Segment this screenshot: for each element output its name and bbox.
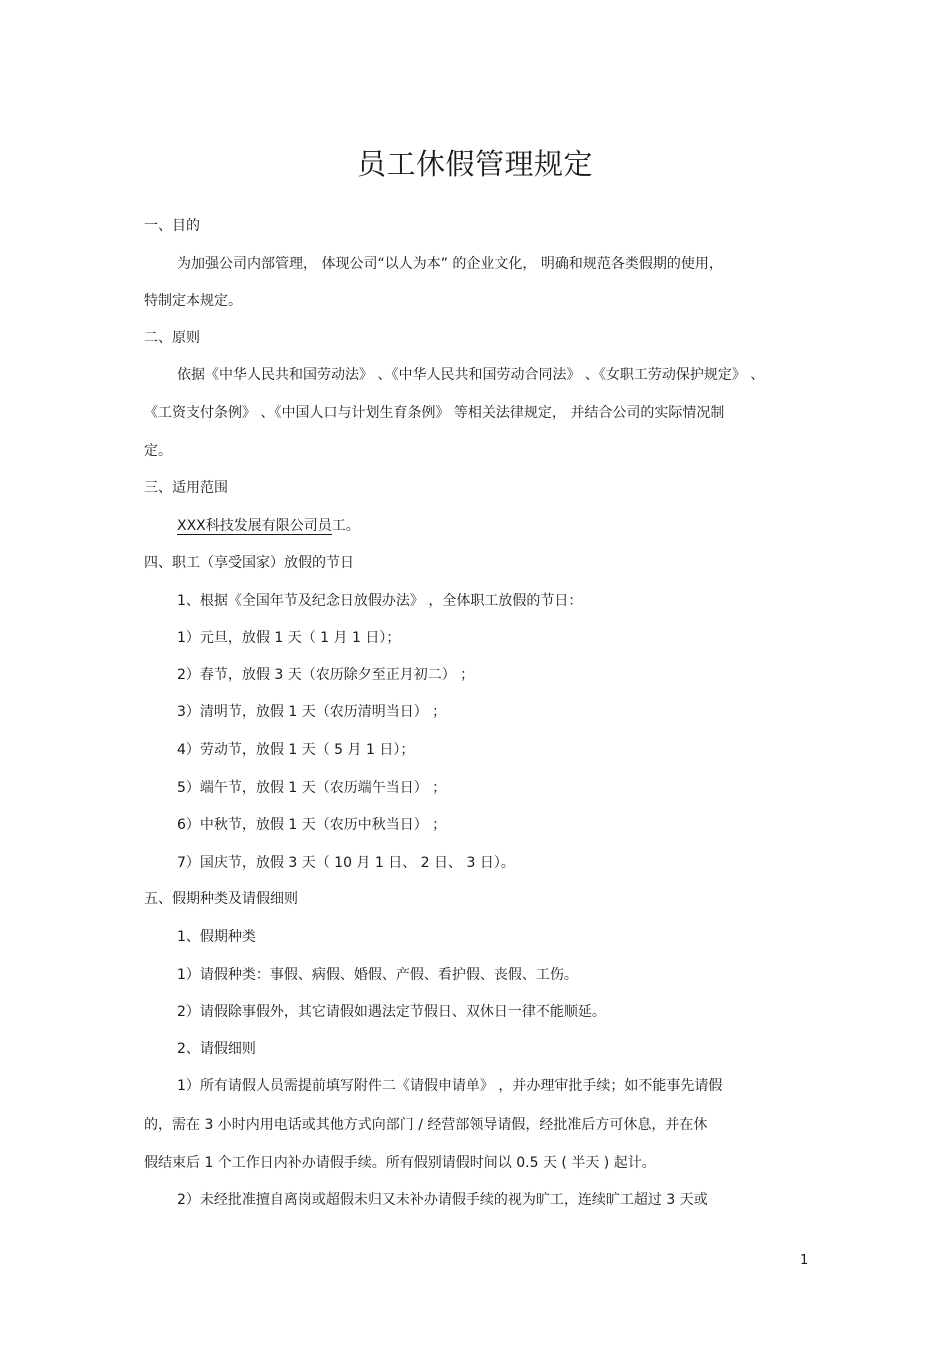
holiday-item: 4）劳动节，放假 1 天（ 5 月 1 日）； (177, 742, 415, 758)
holiday-item: 2）春节，放假 3 天（农历除夕至正月初二） ； (177, 667, 475, 683)
scope-suffix: 工。 (331, 518, 360, 534)
rule-1-line-2: 的，需在 3 小时内用电话或其他方式向部门 / 经营部领导请假，经批准后方可休息，并在休 (144, 1117, 708, 1133)
rule-2-line-1: 2）未经批准擅自离岗或超假未归又未补办请假手续的视为旷工，连续旷工超过 3 天或 (177, 1192, 708, 1208)
holiday-item: 6）中秋节，放假 1 天（农历中秋当日） ； (177, 817, 447, 833)
company-name: XXX科技发展有限公司员 (177, 518, 332, 534)
section-3-heading: 三、适用范围 (144, 480, 228, 496)
holiday-item: 1）元旦，放假 1 天（ 1 月 1 日）； (177, 630, 401, 646)
holiday-item: 5）端午节，放假 1 天（农历端午当日） ； (177, 780, 447, 796)
section-2-heading: 二、原则 (144, 330, 200, 346)
section-1-paragraph-line-2: 特制定本规定。 (144, 293, 242, 309)
rule-1-line-1: 1）所有请假人员需提前填写附件二《请假申请单》 ，并办理审批手续；如不能事先请假 (177, 1078, 723, 1094)
section-2-line-2: 《工资支付条例》 、《中国人口与计划生育条例》 等相关法律规定， 并结合公司的实际情况制 (144, 405, 725, 421)
section-3-scope (177, 517, 360, 535)
section-4-heading: 四、职工（享受国家）放假的节日 (144, 555, 354, 571)
section-4-intro: 1、根据《全国年节及纪念日放假办法》 ，全体职工放假的节日： (177, 593, 583, 609)
section-2-line-3: 定。 (144, 443, 172, 459)
section-5-sub-1: 1、假期种类 (177, 929, 256, 945)
section-2-line-1: 依据《中华人民共和国劳动法》 、《中华人民共和国劳动合同法》 、《女职工劳动保护规定》 、 (177, 367, 765, 383)
section-5-sub-2: 2、请假细则 (177, 1041, 256, 1057)
page-number: 1 (800, 1253, 809, 1268)
page-title: 员工休假管理规定 (356, 147, 593, 181)
section-5-heading: 五、假期种类及请假细则 (144, 891, 298, 907)
leave-types-item: 1）请假种类：事假、病假、婚假、产假、看护假、丧假、工伤。 (177, 967, 578, 983)
section-1-heading: 一、目的 (144, 218, 200, 234)
rule-1-line-3: 假结束后 1 个工作日内补办请假手续。所有假别请假时间以 0.5 天 ( 半天 ) 起计。 (144, 1155, 656, 1171)
holiday-item: 7）国庆节，放假 3 天（ 10 月 1 日、 2 日、 3 日）。 (177, 855, 515, 871)
holiday-item: 3）清明节，放假 1 天（农历清明当日） ； (177, 704, 447, 720)
leave-types-item: 2）请假除事假外，其它请假如遇法定节假日、双休日一律不能顺延。 (177, 1004, 606, 1020)
section-1-paragraph-line-1: 为加强公司内部管理， 体现公司“以人为本” 的企业文化， 明确和规范各类假期的使用， (177, 256, 723, 272)
